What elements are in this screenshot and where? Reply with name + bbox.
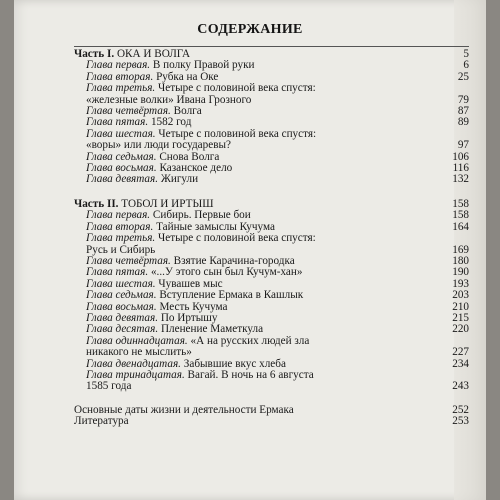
chapter-label: Глава восьмая.: [86, 162, 157, 175]
page-number: 89: [457, 116, 469, 129]
page-number: 132: [452, 173, 469, 186]
chapter-label: Глава третья.: [86, 82, 156, 95]
title-divider: [74, 46, 469, 47]
part-title: ТОБОЛ И ИРТЫШ: [121, 197, 214, 210]
section-spacer: [74, 186, 469, 198]
page-number: 180: [452, 254, 469, 267]
page-number: 6: [463, 59, 469, 72]
chapter-label: Глава шестая.: [86, 277, 156, 290]
page-number: 253: [452, 415, 469, 428]
page-title: СОДЕРЖАНИЕ: [197, 22, 303, 37]
chapter-title: Чувашев мыс: [158, 277, 223, 290]
chapter-label: Глава седьмая.: [86, 289, 157, 302]
chapter-label: Глава пятая.: [86, 116, 149, 129]
chapter-label: Глава девятая.: [86, 311, 159, 324]
table-of-contents: [74, 48, 469, 428]
page-number: 158: [452, 209, 469, 222]
chapter-label: Глава пятая.: [86, 266, 149, 279]
chapter-label: Глава десятая.: [86, 323, 159, 336]
page-number: 190: [452, 266, 469, 279]
chapter-title-continued: никакого не мыслить»: [86, 346, 192, 359]
chapter-label: Глава восьмая.: [86, 300, 157, 313]
part-title: ОКА И ВОЛГА: [116, 48, 191, 60]
appendix-title: Литература: [74, 415, 129, 428]
page-number: 87: [457, 105, 469, 118]
chapter-label: Глава первая.: [86, 59, 151, 72]
chapter-title: Вступление Ермака в Кашлык: [159, 289, 304, 302]
chapter-title: Взятие Карачина-городка: [173, 254, 295, 267]
chapter-title: Четыре с половиной века спустя:: [158, 127, 317, 140]
appendix-entry[interactable]: [74, 416, 469, 427]
chapter-label: Глава четвёртая.: [86, 254, 171, 267]
page-number: 97: [457, 139, 469, 152]
chapter-title: Месть Кучума: [159, 300, 228, 313]
chapter-title-continued: 1585 года: [86, 380, 132, 393]
chapter-label: Глава вторая.: [86, 220, 154, 233]
page-number: 220: [452, 323, 469, 336]
chapter-title: Четыре с половиной века спустя:: [158, 232, 316, 245]
chapter-label: Глава первая.: [86, 209, 151, 222]
page-number: 193: [452, 277, 469, 290]
page-number: 215: [452, 311, 469, 324]
chapter-label: Глава тринадцатая.: [86, 368, 185, 381]
book-page: [14, 0, 486, 500]
chapter-title: Волга: [173, 105, 202, 118]
page-number: 234: [452, 357, 469, 370]
chapter-label: Глава одиннадцатая.: [86, 334, 188, 347]
chapter-title: Рубка на Оке: [156, 70, 219, 83]
chapter-title-continued: «воры» или люди государевы?: [86, 139, 231, 152]
chapter-label: Глава шестая.: [86, 127, 156, 140]
chapter-title: Снова Волга: [159, 150, 220, 163]
page-number: 243: [452, 380, 469, 393]
page-number: 116: [452, 162, 469, 175]
appendix-title: Основные даты жизни и деятельности Ермака: [74, 403, 294, 416]
appendix-entry[interactable]: [74, 405, 469, 416]
page-number: 158: [452, 197, 469, 210]
chapter-entry[interactable]: [74, 129, 469, 152]
chapter-title-continued: Русь и Сибирь: [86, 243, 156, 256]
chapter-entry[interactable]: [74, 336, 469, 359]
page-number: 5: [463, 48, 469, 60]
chapter-title: «А на русских людей зла: [190, 334, 310, 347]
chapter-label: Глава третья.: [86, 232, 156, 245]
chapter-title: Казанское дело: [159, 162, 233, 175]
chapter-entry[interactable]: [74, 174, 469, 185]
page-number: 164: [452, 220, 469, 233]
chapter-title: Жигули: [160, 173, 199, 186]
chapter-title: Пленение Маметкула: [160, 323, 264, 336]
chapter-title: По Иртышу: [160, 311, 218, 324]
chapter-title-continued: «железные волки» Ивана Грозного: [86, 93, 252, 106]
chapter-entry[interactable]: [74, 370, 469, 393]
page-number: 210: [452, 300, 469, 313]
chapter-entry[interactable]: [74, 233, 469, 256]
page-number: 227: [452, 346, 469, 359]
page-number: 252: [452, 403, 469, 416]
chapter-entry[interactable]: [74, 83, 469, 106]
chapter-title: Вагай. В ночь на 6 августа: [187, 368, 314, 381]
chapter-label: Глава четвёртая.: [86, 105, 171, 118]
chapter-title: Тайные замыслы Кучума: [156, 220, 275, 233]
chapter-label: Глава седьмая.: [86, 150, 157, 163]
chapter-title: «...У этого сын был Кучум-хан»: [150, 266, 303, 279]
chapter-title: 1582 год: [150, 116, 192, 129]
page-number: 106: [452, 150, 469, 163]
chapter-label: Глава двенадцатая.: [86, 357, 181, 370]
chapter-title: Сибирь. Первые бои: [152, 209, 251, 222]
chapter-label: Глава девятая.: [86, 173, 159, 186]
chapter-title: Забывшие вкус хлеба: [183, 357, 286, 370]
part-label: Часть II.: [74, 197, 119, 210]
page-number: 169: [452, 243, 469, 256]
part-label: Часть I.: [74, 48, 115, 60]
chapter-title: В полку Правой руки: [152, 59, 255, 72]
page-number: 79: [457, 93, 469, 106]
page-number: 25: [457, 70, 469, 83]
chapter-title: Четыре с половиной века спустя:: [158, 82, 316, 95]
page-number: 203: [452, 289, 469, 302]
chapter-label: Глава вторая.: [86, 70, 154, 83]
